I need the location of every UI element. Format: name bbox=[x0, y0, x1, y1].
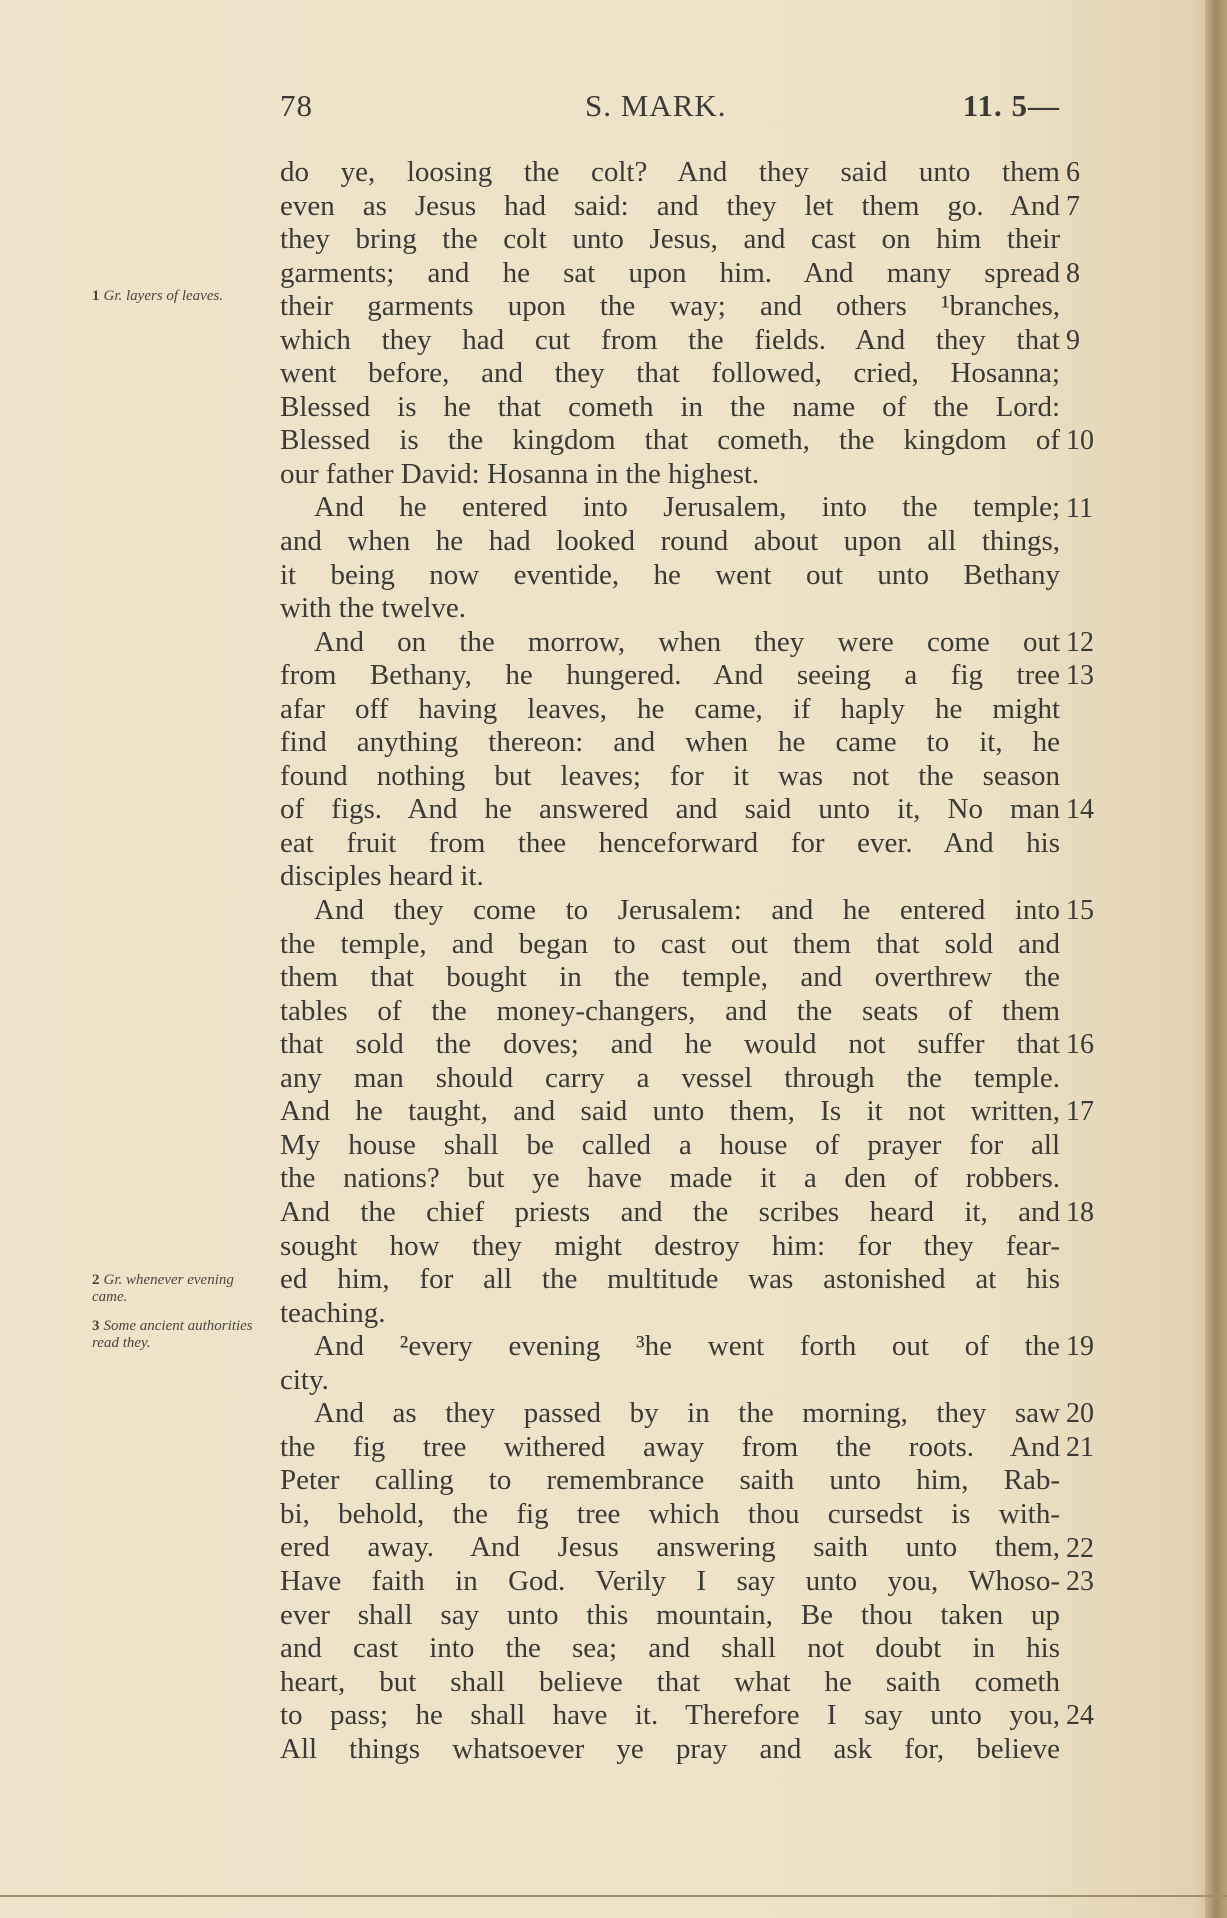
verse-number: 6 bbox=[1066, 157, 1080, 188]
text-line: city. bbox=[280, 1363, 329, 1396]
page-number: 78 bbox=[280, 88, 313, 123]
verse-number: 17 bbox=[1066, 1096, 1094, 1128]
text-line: the nations? but ye have made it a den of robbers. bbox=[280, 1162, 1060, 1195]
text-line: the temple, and began to cast out them that sold and bbox=[280, 927, 1060, 960]
running-header bbox=[280, 88, 1060, 132]
text-line: our father David: Hosanna in the highest. bbox=[280, 457, 760, 490]
text-line: any man should carry a vessel through the temple. bbox=[280, 1061, 1060, 1094]
text-line: heart, but shall believe that what he saith cometh bbox=[280, 1665, 1060, 1698]
text-line: And the chief priests and the scribes heard it, and bbox=[280, 1195, 1060, 1228]
verse-number: 14 bbox=[1066, 794, 1094, 826]
text-line: ever shall say unto this mountain, Be thou taken up bbox=[280, 1598, 1060, 1631]
verse-number: 16 bbox=[1066, 1029, 1094, 1061]
text-line: And he entered into Jerusalem, into the temple; bbox=[314, 491, 1060, 524]
text-line: they bring the colt unto Jesus, and cast on him their bbox=[280, 223, 1060, 256]
text-line: from Bethany, he hungered. And seeing a fig tree bbox=[280, 659, 1060, 692]
verse-number: 8 bbox=[1066, 257, 1080, 289]
text-line: tables of the money-changers, and the seats of them bbox=[280, 994, 1060, 1027]
text-line: Blessed is the kingdom that cometh, the kingdom of bbox=[280, 424, 1060, 457]
text-line: went before, and they that followed, cried, Hosanna; bbox=[280, 357, 1060, 390]
text-line: ed him, for all the multitude was astonished at his bbox=[280, 1263, 1060, 1296]
verse-number: 24 bbox=[1066, 1700, 1094, 1732]
note-text: Gr. whenever evening came. bbox=[92, 1272, 234, 1305]
chapter-reference: 11. 5— bbox=[962, 88, 1060, 123]
text-line: them that bought in the temple, and overthrew the bbox=[280, 961, 1060, 994]
scripture-text bbox=[280, 156, 1060, 1766]
text-line: do ye, loosing the colt? And they said unto them bbox=[280, 156, 1060, 188]
verse-number: 23 bbox=[1066, 1566, 1094, 1598]
text-line: find anything thereon: and when he came to it, he bbox=[280, 726, 1060, 759]
verse-number: 21 bbox=[1066, 1431, 1094, 1463]
text-line: And he taught, and said unto them, Is it not written, bbox=[280, 1095, 1060, 1128]
note-number: 1 bbox=[92, 288, 100, 304]
text-line: it being now eventide, he went out unto Bethany bbox=[280, 558, 1060, 591]
text-line: afar off having leaves, he came, if haply he might bbox=[280, 692, 1060, 725]
text-line: And as they passed by in the morning, they saw bbox=[314, 1397, 1060, 1430]
verse-number: 10 bbox=[1066, 425, 1094, 457]
verse-number: 15 bbox=[1066, 895, 1094, 927]
verse-number: 13 bbox=[1066, 660, 1094, 692]
note-text: Gr. layers of leaves. bbox=[103, 288, 224, 304]
verse-number: 9 bbox=[1066, 324, 1080, 356]
text-line: sought how they might destroy him: for they fear- bbox=[280, 1229, 1060, 1262]
text-line: And they come to Jerusalem: and he entered into bbox=[314, 894, 1060, 927]
text-line: eat fruit from thee henceforward for ever. And his bbox=[280, 826, 1060, 859]
book-title: S. MARK. bbox=[585, 88, 727, 123]
text-line: and when he had looked round about upon all things, bbox=[280, 525, 1060, 558]
margin-note-3 bbox=[92, 1318, 272, 1352]
text-line: And on the morrow, when they were come out bbox=[314, 625, 1060, 658]
note-text: Some ancient authorities read they. bbox=[92, 1318, 253, 1351]
text-line: Blessed is he that cometh in the name of the Lord: bbox=[280, 390, 1060, 423]
text-line: which they had cut from the fields. And they that bbox=[280, 323, 1060, 356]
bottom-rule bbox=[0, 1895, 1227, 1897]
text-line: of figs. And he answered and said unto it, No man bbox=[280, 793, 1060, 826]
text-line: their garments upon the way; and others ¹branches, bbox=[280, 290, 1060, 323]
margin-note-1 bbox=[92, 288, 262, 305]
text-line: ered away. And Jesus answering saith unto them, bbox=[280, 1531, 1060, 1564]
text-line: that sold the doves; and he would not suffer that bbox=[280, 1028, 1060, 1061]
verse-number: 18 bbox=[1066, 1197, 1094, 1229]
text-line: Have faith in God. Verily I say unto you, Whoso- bbox=[280, 1564, 1060, 1597]
text-line: disciples heard it. bbox=[280, 860, 484, 893]
text-line: And ²every evening ³he went forth out of the bbox=[314, 1330, 1060, 1363]
text-line: garments; and he sat upon him. And many spread bbox=[280, 256, 1060, 289]
page-edge bbox=[1205, 0, 1227, 1918]
text-line: bi, behold, the fig tree which thou cursedst is with- bbox=[280, 1497, 1060, 1530]
note-number: 2 bbox=[92, 1272, 100, 1288]
verse-number: 12 bbox=[1066, 626, 1094, 658]
verse-number: 11 bbox=[1066, 492, 1093, 524]
margin-note-2 bbox=[92, 1272, 272, 1306]
text-line: Peter calling to remembrance saith unto him, Rab- bbox=[280, 1464, 1060, 1497]
text-line: to pass; he shall have it. Therefore I say unto you, bbox=[280, 1699, 1060, 1732]
text-line: teaching. bbox=[280, 1296, 386, 1329]
text-line: the fig tree withered away from the roots. And bbox=[280, 1430, 1060, 1463]
text-line: All things whatsoever ye pray and ask for, believe bbox=[280, 1732, 1060, 1765]
verse-number: 7 bbox=[1066, 190, 1080, 222]
verse-number: 19 bbox=[1066, 1331, 1094, 1363]
text-line: with the twelve. bbox=[280, 592, 467, 625]
verse-number: 22 bbox=[1066, 1532, 1094, 1564]
text-line: even as Jesus had said: and they let them go. And bbox=[280, 189, 1060, 222]
text-line: found nothing but leaves; for it was not the season bbox=[280, 759, 1060, 792]
verse-number: 20 bbox=[1066, 1398, 1094, 1430]
text-line: and cast into the sea; and shall not doubt in his bbox=[280, 1632, 1060, 1665]
text-line: My house shall be called a house of prayer for all bbox=[280, 1128, 1060, 1161]
note-number: 3 bbox=[92, 1318, 100, 1334]
